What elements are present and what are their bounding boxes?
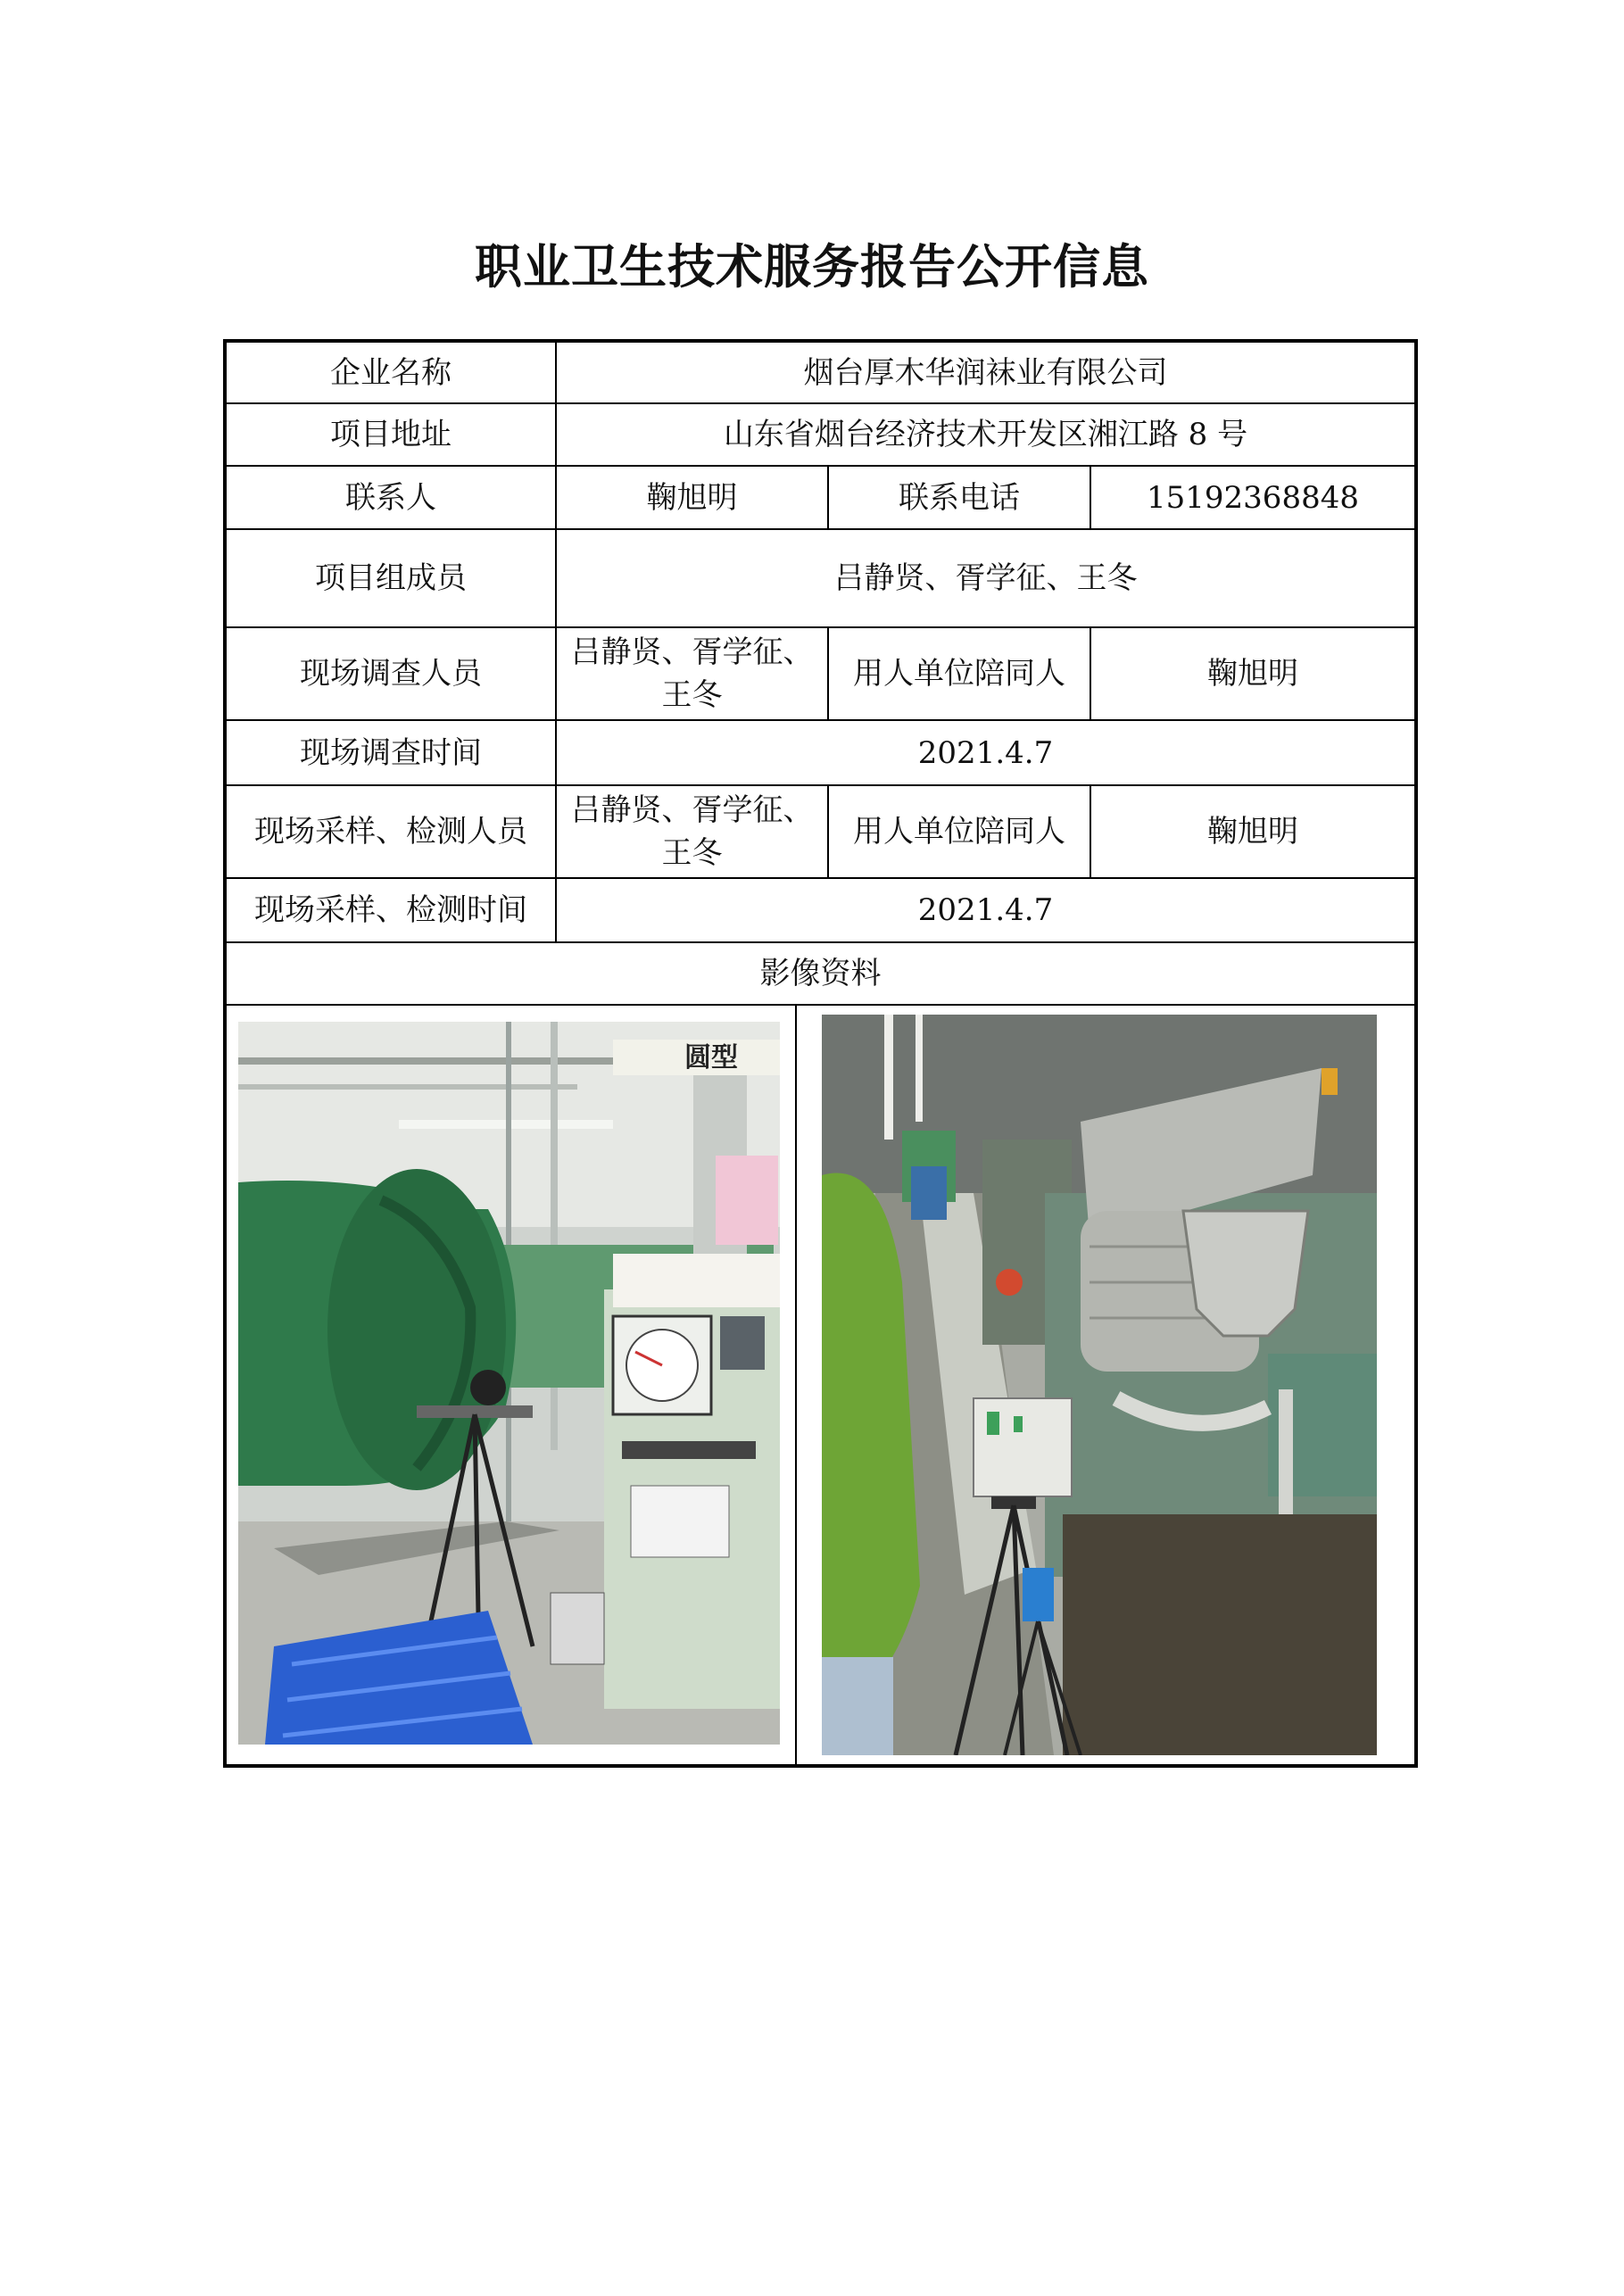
photos-cell [225,1005,1416,1766]
company-value: 烟台厚木华润袜业有限公司 [556,341,1416,403]
site-photo-autoclave [238,1022,780,1745]
row-company [225,341,1416,403]
survey-time-label: 现场调查时间 [225,720,556,785]
survey-time-value: 2021.4.7 [556,720,1416,785]
contact-label: 联系人 [225,466,556,529]
sampling-time-value: 2021.4.7 [556,878,1416,942]
autoclave-scene [238,1022,780,1745]
address-value: 山东省烟台经济技术开发区湘江路 8 号 [556,403,1416,466]
row-contact [225,466,1416,529]
members-value: 吕静贤、胥学征、王冬 [556,529,1416,627]
sign-label: 圆型 [684,1042,738,1073]
row-images-header [225,942,1416,1005]
row-survey-time [225,720,1416,785]
members-label: 项目组成员 [225,529,556,627]
info-table [223,339,1418,1768]
dyeing-machine-scene [822,1015,1377,1755]
sampling-staff-value: 吕静贤、胥学征、王冬 [556,785,828,878]
row-address [225,403,1416,466]
row-members [225,529,1416,627]
site-photo-dyeing-machine [822,1015,1377,1755]
row-photos [225,1005,1416,1766]
sampling-escort-label: 用人单位陪同人 [828,785,1090,878]
sampling-time-label: 现场采样、检测时间 [225,878,556,942]
address-label: 项目地址 [225,403,556,466]
sampling-staff-label: 现场采样、检测人员 [225,785,556,878]
survey-staff-label: 现场调查人员 [225,627,556,720]
phone-label: 联系电话 [828,466,1090,529]
images-label: 影像资料 [225,942,1416,1005]
photo-divider [795,1006,797,1764]
company-label: 企业名称 [225,341,556,403]
photos-wrap [227,1006,1414,1764]
contact-value: 鞠旭明 [556,466,828,529]
survey-escort-value: 鞠旭明 [1090,627,1416,720]
phone-value: 15192368848 [1090,466,1416,529]
row-sampling-staff [225,785,1416,878]
survey-staff-value: 吕静贤、胥学征、王冬 [556,627,828,720]
survey-escort-label: 用人单位陪同人 [828,627,1090,720]
page-title: 职业卫生技术服务报告公开信息 [475,240,1149,294]
row-survey-staff [225,627,1416,720]
row-sampling-time [225,878,1416,942]
sampling-escort-value: 鞠旭明 [1090,785,1416,878]
